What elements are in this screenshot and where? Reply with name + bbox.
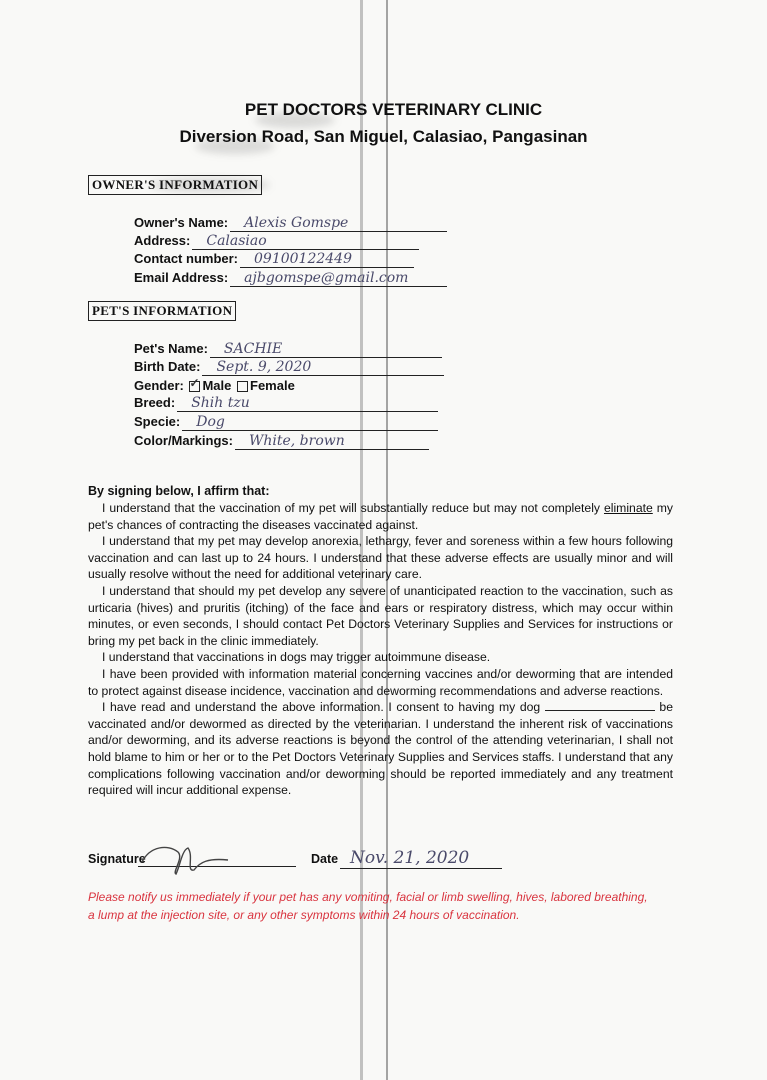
affirmation-paragraph (88, 500, 673, 533)
underlined-text: eliminate (603, 501, 653, 515)
specie-label: Specie: (134, 414, 181, 429)
birth-date-value: Sept. 9, 2020 (202, 359, 444, 376)
gender-field (134, 378, 295, 393)
pet-section-title: PET'S INFORMATION (88, 301, 236, 321)
paragraph-text: I have read and understand the above information. I consent to having my dog (102, 700, 545, 715)
affirmation-paragraph: I understand that should my pet develop any severe of unanticipated reaction to the vaccination, such as urticaria (hives) and pruritis (itching) of the face and ears or respiratory distress, which may occur within minutes, or even seconds, I should contact Pet Doctors Veterinary Supplies and Services for instructions or bring my pet back in the clinic immediately. (88, 583, 673, 648)
female-checkbox[interactable] (237, 381, 248, 392)
owner-section-title: OWNER'S INFORMATION (88, 175, 262, 195)
address-field (134, 233, 419, 250)
affirmation-paragraph: I understand that vaccinations in dogs may trigger autoimmune disease. (102, 650, 491, 665)
breed-label: Breed: (134, 395, 176, 410)
gender-label: Gender: (134, 378, 184, 393)
owner-name-value: Alexis Gomspe (230, 215, 447, 232)
owner-name-field (134, 215, 447, 232)
address-label: Address: (134, 233, 191, 248)
paragraph-text: be vaccinated and/or dewormed as directed by the veterinarian. I understand the inherent risk of vaccinations and/or deworming, and its adverse reactions is beyond the control of the attending veterinarian, I shall not hold blame to him or her or to the Pet Doctors Veterinary Supplies and Services staffs. I understand that any complications following vaccination and/or deworming should be reported immediately and any treatment required will incur additional expense. (88, 700, 673, 798)
paragraph-text: my pet's chances of contracting the diseases vaccinated against. (88, 501, 673, 532)
clinic-name: PET DOCTORS VETERINARY CLINIC (244, 100, 543, 119)
vaccination-notice: Please notify us immediately if your pet has any vomiting, facial or limb swelling, hives, labored breathing, a lump at the injection site, or any other symptoms within 24 hours of vaccination. (88, 890, 648, 922)
birth-date-field (134, 359, 444, 376)
dog-name-blank[interactable] (545, 700, 655, 711)
breed-value: Shih tzu (177, 395, 438, 412)
specie-field (134, 414, 438, 431)
color-markings-value: White, brown (235, 433, 429, 450)
affirmation-paragraph: I have been provided with information material concerning vaccines and/or deworming that are intended to protect against disease incidence, vaccination and deworming recommendations and adverse reactions. (88, 666, 673, 698)
date-label: Date (311, 852, 339, 866)
email-value: ajbgomspe@gmail.com (230, 270, 447, 287)
signature-label: Signature (88, 852, 146, 866)
affirmation-paragraph (88, 699, 673, 799)
signature-mark (138, 842, 238, 876)
contact-field (134, 251, 414, 268)
address-value: Calasiao (192, 233, 419, 250)
color-markings-label: Color/Markings: (134, 433, 233, 448)
owner-name-label: Owner's Name: (134, 215, 229, 230)
contact-label: Contact number: (134, 251, 238, 266)
affirmation-title: By signing below, I affirm that: (88, 484, 270, 498)
male-checkbox[interactable] (189, 381, 200, 392)
email-field (134, 270, 447, 287)
date-value: Nov. 21, 2020 (340, 848, 502, 869)
clinic-address: Diversion Road, San Miguel, Calasiao, Pangasinan (179, 127, 588, 146)
male-option: Male (202, 378, 232, 393)
affirmation-paragraph: I understand that my pet may develop anorexia, lethargy, fever and soreness within a few hours following vaccination and can last up to 24 hours. I understand that these adverse effects are usually minor and will usually resolve without the need for additional veterinary care. (88, 534, 673, 582)
birth-date-label: Birth Date: (134, 359, 201, 374)
paragraph-text: I understand that the vaccination of my pet will substantially reduce but may not completely (102, 501, 604, 515)
pet-name-label: Pet's Name: (134, 341, 208, 356)
affirmation-body (88, 500, 673, 799)
female-option: Female (250, 378, 295, 393)
pet-name-field (134, 341, 442, 358)
pet-name-value: SACHIE (210, 341, 442, 358)
color-markings-field (134, 433, 429, 450)
specie-value: Dog (182, 414, 438, 431)
email-label: Email Address: (134, 270, 229, 285)
contact-value: 09100122449 (240, 251, 414, 268)
breed-field (134, 395, 438, 412)
